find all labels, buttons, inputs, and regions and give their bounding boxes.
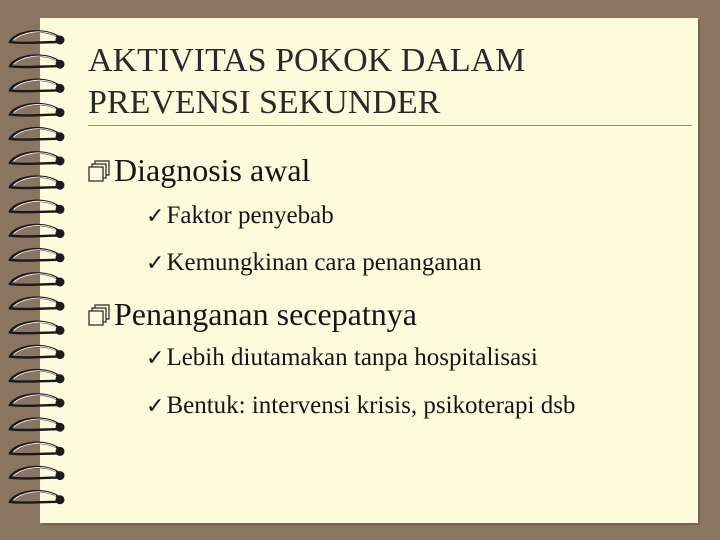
bullet-item-diagnosis (86, 152, 310, 189)
spiral-binding-icon (0, 0, 80, 540)
subitem-label: Kemungkinan cara penanganan (166, 249, 482, 276)
subitem-faktor (146, 202, 334, 230)
bullet-label: Diagnosis awal (114, 152, 311, 188)
title-line-1: AKTIVITAS POKOK DALAM (88, 42, 526, 79)
subitem-label: Faktor penyebab (166, 202, 334, 229)
check-icon: ✓ (146, 393, 165, 419)
subitem-lebih (146, 344, 538, 372)
slide-title (88, 40, 688, 124)
check-icon: ✓ (146, 250, 165, 276)
subitem-kemungkinan (146, 249, 482, 277)
title-divider (88, 125, 692, 126)
check-icon: ✓ (146, 345, 165, 371)
subitem-label: Lebih diutamakan tanpa hospitalisasi (166, 344, 538, 371)
title-line-2: PREVENSI SEKUNDER (88, 84, 441, 121)
square-stack-icon (86, 159, 112, 185)
bullet-item-penanganan (86, 296, 417, 333)
bullet-label: Penanganan secepatnya (114, 296, 417, 332)
square-stack-icon (86, 303, 112, 329)
subitem-bentuk (146, 392, 575, 420)
check-icon: ✓ (146, 203, 165, 229)
subitem-label: Bentuk: intervensi krisis, psikoterapi dsb (166, 392, 576, 419)
